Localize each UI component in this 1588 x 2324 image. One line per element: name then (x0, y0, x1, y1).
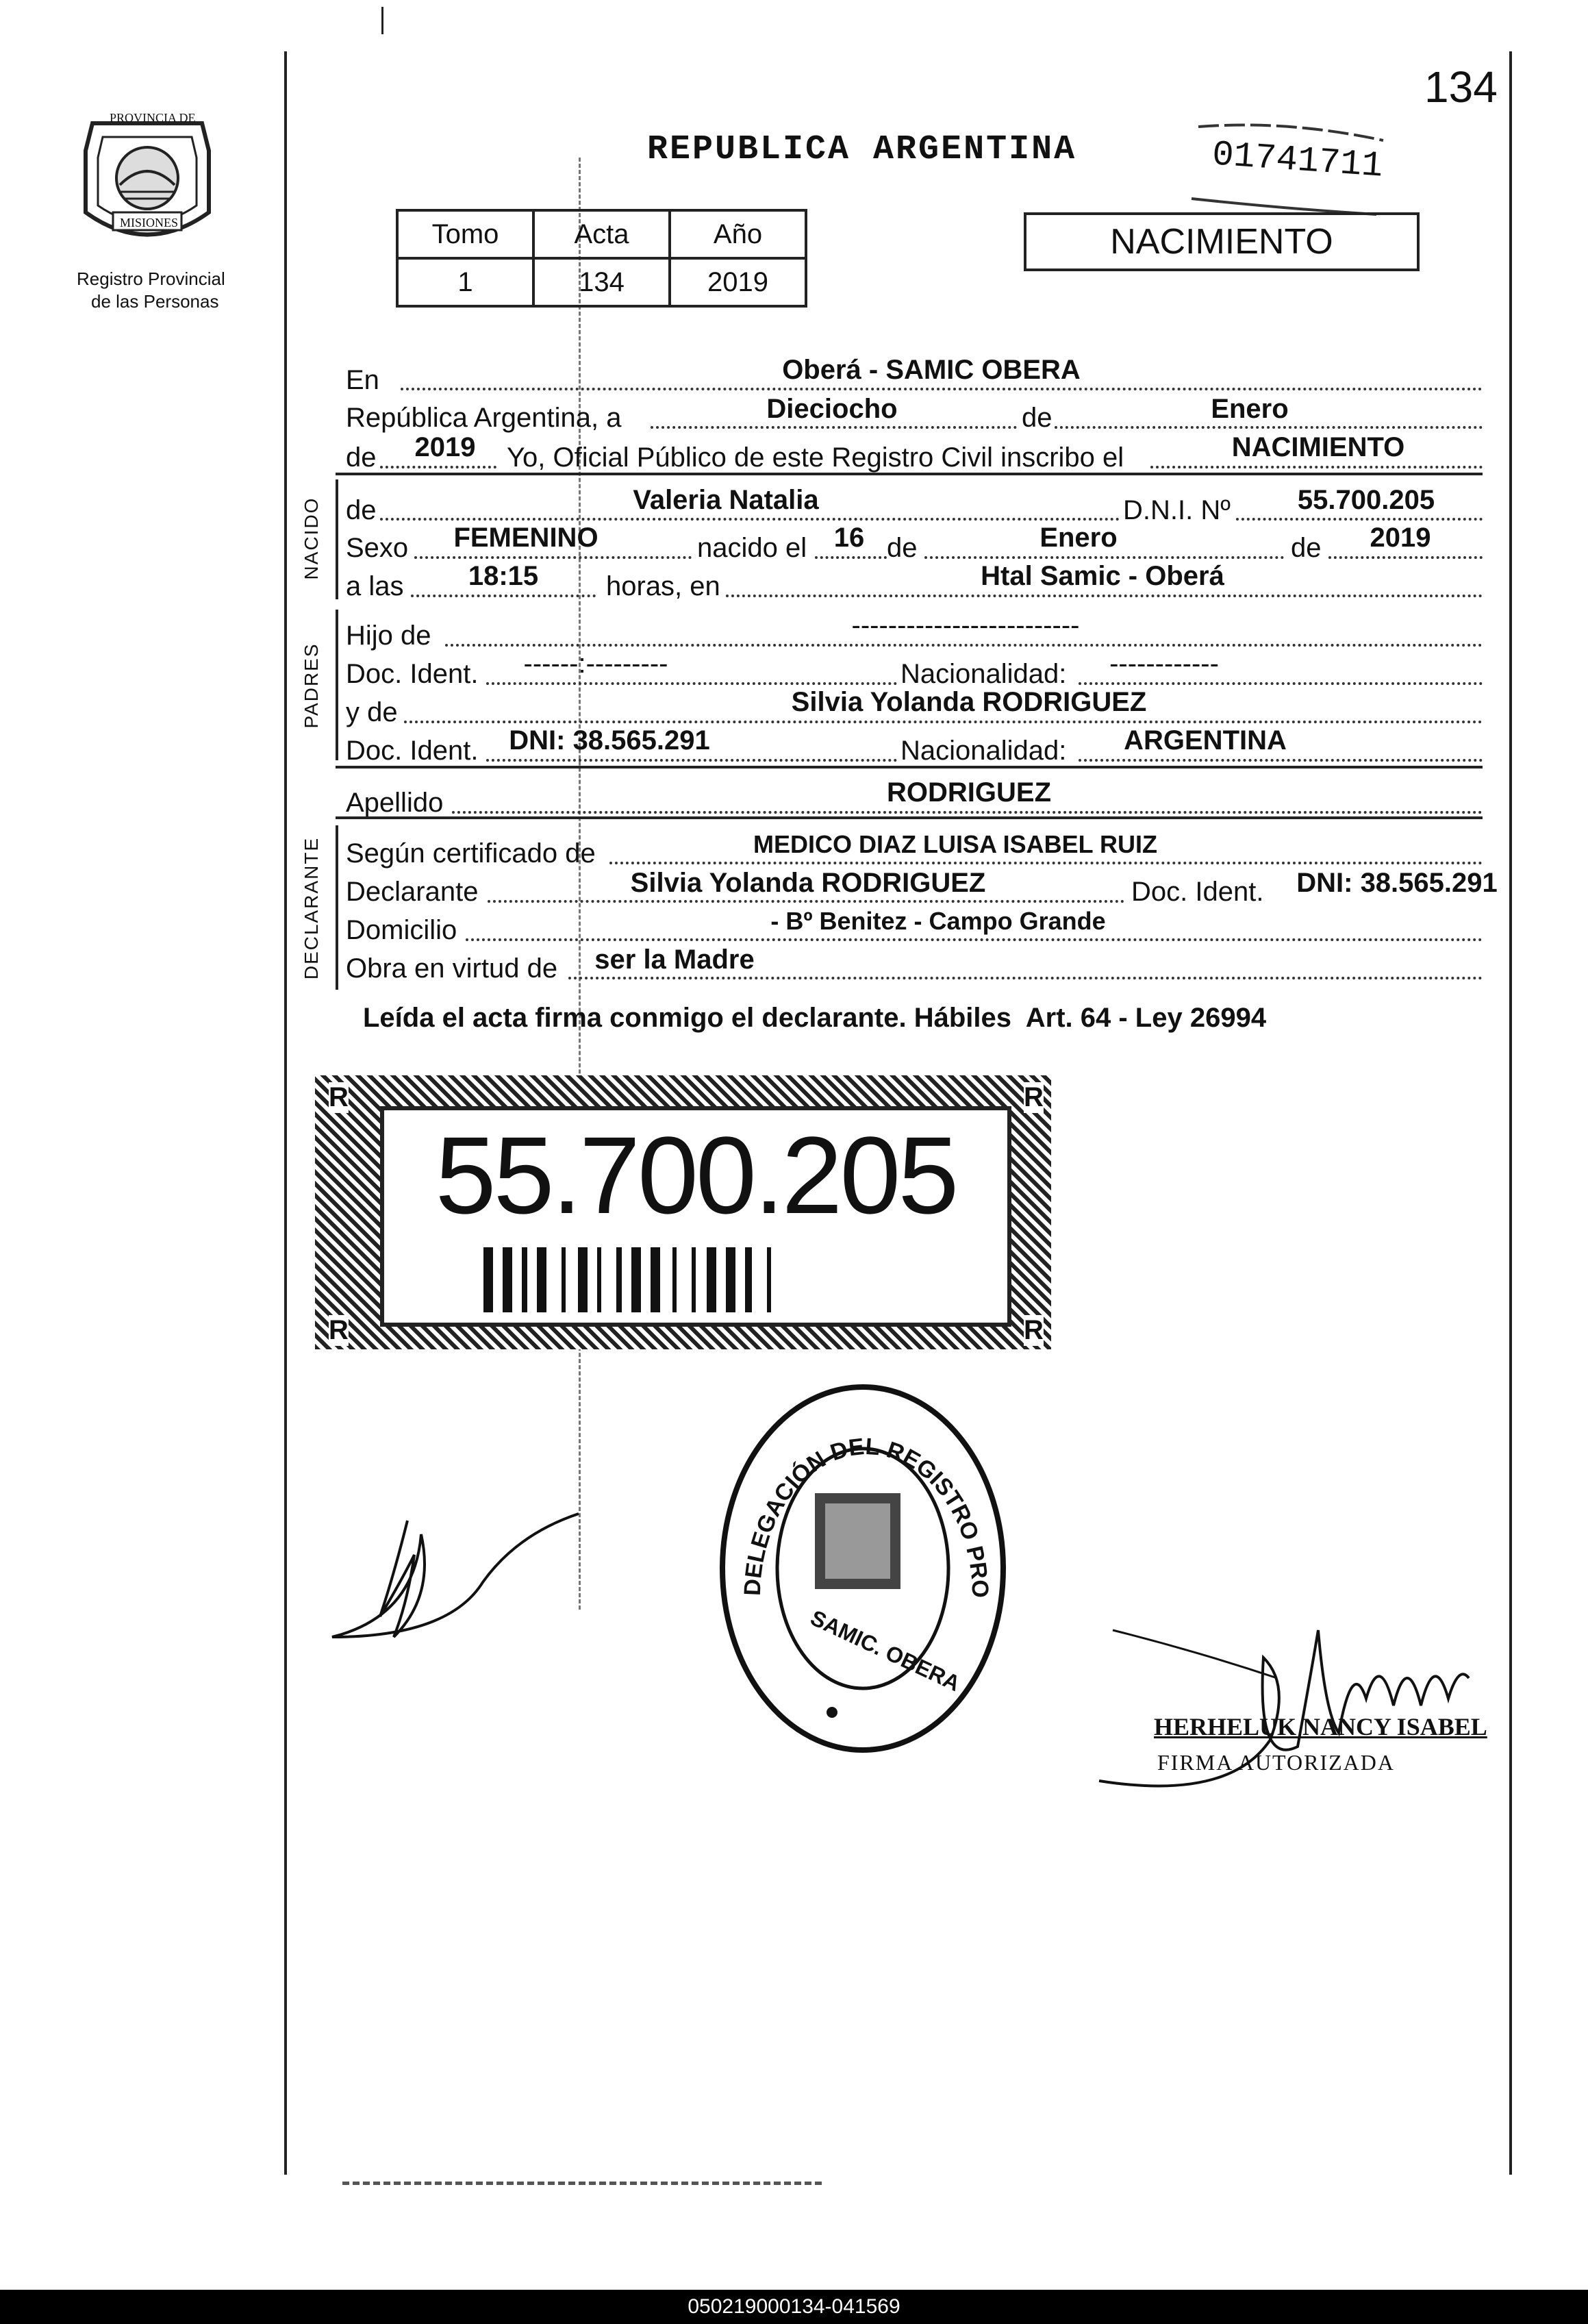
hijo-de-label: Hijo de (346, 621, 431, 651)
footer-code: 050219000134-041569 (688, 2295, 900, 2318)
dni-label-inner (380, 1106, 1011, 1327)
nacionalidad-label: Nacionalidad: (900, 736, 1067, 766)
table-header: Año (670, 210, 806, 258)
barcode-bar (672, 1247, 677, 1312)
y-de-label: y de (346, 697, 398, 727)
dotted-line (401, 388, 1483, 390)
dni-label-box (315, 1075, 1051, 1349)
child-dni: 55.700.205 (1297, 485, 1435, 515)
footer-bar (0, 2290, 1588, 2324)
dotted-line (452, 811, 1483, 814)
acting-capacity: ser la Madre (594, 945, 755, 975)
closing-statement: Leída el acta firma conmigo el declarante. Hábiles Art. 64 - Ley 26994 (363, 1003, 1267, 1033)
dotted-line (609, 862, 1483, 864)
barcode-bar (692, 1247, 696, 1312)
republica-label: República Argentina, a (346, 403, 622, 433)
child-sex: FEMENINO (453, 523, 598, 553)
birth-day: 16 (833, 523, 865, 553)
barcode-bar (767, 1247, 771, 1312)
de-label: de (346, 495, 377, 525)
dotted-line (568, 977, 1483, 979)
logo-caption-1: Registro Provincial (77, 268, 225, 289)
father-doc: ------:--------- (523, 649, 668, 679)
birth-place: Htal Samic - Oberá (981, 561, 1224, 591)
section-divider (336, 473, 1483, 475)
barcode-bar (616, 1247, 622, 1312)
dotted-line (466, 938, 1483, 941)
dotted-line (1328, 556, 1483, 559)
barcode-bar (562, 1247, 566, 1312)
section-divider (336, 766, 1483, 769)
center-dash-line (579, 158, 581, 1610)
barcode-bar (631, 1247, 641, 1312)
table-header: Tomo (397, 210, 533, 258)
father-nationality: ------------ (1109, 649, 1219, 679)
barcode-bar (651, 1247, 660, 1312)
declarante-label: Declarante (346, 877, 479, 907)
reference-table (396, 209, 807, 308)
dotted-line (486, 759, 897, 762)
obra-label: Obra en virtud de (346, 953, 558, 984)
dotted-line (815, 556, 887, 559)
dni-label-number: 55.700.205 (435, 1114, 957, 1236)
stamp-outer-text: DELEGACIÓN DEL REGISTRO PRO (739, 1433, 994, 1599)
horas-label: horas, en (606, 571, 720, 601)
certificado-label: Según certificado de (346, 838, 596, 869)
dotted-line (486, 682, 897, 685)
scan-artifact-line (342, 2182, 822, 2185)
barcode-bar (707, 1247, 716, 1312)
section-bracket (336, 610, 338, 760)
dotted-line (1055, 426, 1483, 429)
registration-month: Enero (1211, 394, 1289, 424)
barcode-bar (597, 1247, 601, 1312)
seal-bottom-text: MISIONES (120, 216, 179, 229)
declarante-section-label: DECLARANTE (301, 836, 322, 980)
dotted-line (924, 556, 1284, 559)
nacido-el-label: nacido el (697, 533, 807, 563)
page-title: REPUBLICA ARGENTINA (647, 130, 1077, 169)
dotted-line (651, 426, 1017, 429)
document-type: NACIMIENTO (1110, 222, 1333, 262)
domicile: - Bº Benitez - Campo Grande (770, 907, 1106, 935)
dotted-line (411, 595, 596, 597)
barcode-bar (578, 1247, 588, 1312)
document-type-box (1024, 212, 1420, 271)
registration-year: 2019 (414, 432, 476, 462)
dotted-line (1150, 466, 1483, 468)
medical-certificate: MEDICO DIAZ LUISA ISABEL RUIZ (753, 830, 1158, 858)
mother-nationality: ARGENTINA (1124, 725, 1287, 755)
child-name: Valeria Natalia (633, 485, 819, 515)
nacido-section-label: NACIDO (301, 497, 322, 580)
a-las-label: a las (346, 571, 404, 601)
de-label: de (1022, 403, 1053, 433)
en-label: En (346, 365, 379, 395)
birth-year: 2019 (1370, 523, 1431, 553)
statement-text: Yo, Oficial Público de este Registro Civil inscribo el (507, 442, 1124, 473)
domicilio-label: Domicilio (346, 915, 457, 945)
birth-time: 18:15 (468, 561, 539, 591)
letter-r-icon: R (1024, 1315, 1044, 1345)
serial-number: 01741711 (1211, 134, 1385, 187)
barcode-bar (726, 1247, 735, 1312)
dotted-line (488, 900, 1124, 903)
barcode-bar (483, 1247, 493, 1312)
registry-stamp-icon (712, 1377, 1013, 1760)
dni-barcode (483, 1247, 908, 1312)
padres-section-label: PADRES (301, 642, 322, 729)
right-margin-line (1509, 51, 1512, 2175)
sexo-label: Sexo (346, 533, 409, 563)
table-cell: 1 (397, 258, 533, 306)
page-number: 134 (1424, 62, 1498, 112)
doc-ident-label: Doc. Ident. (346, 659, 479, 689)
mother-name: Silvia Yolanda RODRIGUEZ (791, 687, 1147, 717)
letter-r-icon: R (329, 1082, 349, 1112)
logo-caption-2: de las Personas (91, 291, 219, 312)
stamp-inner-text: SAMIC. OBERA (807, 1605, 964, 1697)
dotted-line (404, 721, 1483, 723)
declarant-signature-icon (312, 1479, 585, 1658)
official-stamp (712, 1377, 1013, 1764)
section-bracket (336, 479, 338, 599)
serial-frame-icon (1185, 113, 1390, 223)
dni-label: D.N.I. Nº (1123, 495, 1231, 525)
table-cell: 2019 (670, 258, 806, 306)
de-label: de (1291, 533, 1322, 563)
birth-month: Enero (1039, 523, 1118, 553)
dotted-line (380, 518, 1120, 521)
father-name: ------------------------- (851, 610, 1080, 640)
registry-logo (72, 110, 223, 260)
declarant-doc: DNI: 38.565.291 (1296, 868, 1498, 898)
letter-r-icon: R (1024, 1082, 1044, 1112)
left-margin-line (284, 51, 287, 2175)
doc-ident-label: Doc. Ident. (346, 736, 479, 766)
misiones-seal-icon (72, 110, 223, 260)
dotted-line (1079, 682, 1483, 685)
barcode-bar (537, 1247, 546, 1312)
table-cell: 134 (533, 258, 670, 306)
official-name: HERHELUK NANCY ISABEL (1154, 1713, 1487, 1740)
registry-place: Oberá - SAMIC OBERA (782, 355, 1081, 385)
apellido-label: Apellido (346, 788, 444, 818)
day-in-words: Dieciocho (766, 394, 898, 424)
letter-r-icon: R (329, 1315, 349, 1345)
de-label: de (346, 442, 377, 473)
dotted-line (445, 644, 1483, 647)
dotted-line (1236, 518, 1483, 521)
seal-top-text: PROVINCIA DE (110, 111, 196, 125)
barcode-bar (522, 1247, 527, 1312)
surname: RODRIGUEZ (887, 777, 1051, 808)
de-label: de (887, 533, 918, 563)
declarant-name: Silvia Yolanda RODRIGUEZ (630, 868, 986, 898)
section-divider (336, 816, 1483, 819)
dotted-line (414, 556, 692, 559)
nacionalidad-label: Nacionalidad: (900, 659, 1067, 689)
section-bracket (336, 825, 338, 990)
dotted-line (1079, 759, 1483, 762)
barcode-bar (503, 1247, 512, 1312)
mother-doc: DNI: 38.565.291 (509, 725, 710, 755)
official-title: FIRMA AUTORIZADA (1157, 1750, 1395, 1775)
doc-ident-label: Doc. Ident. (1131, 877, 1264, 907)
registered-event: NACIMIENTO (1231, 432, 1405, 462)
dotted-line (726, 595, 1483, 597)
table-header: Acta (533, 210, 670, 258)
fold-mark (381, 7, 383, 34)
dotted-line (380, 466, 496, 468)
barcode-bar (745, 1247, 752, 1312)
